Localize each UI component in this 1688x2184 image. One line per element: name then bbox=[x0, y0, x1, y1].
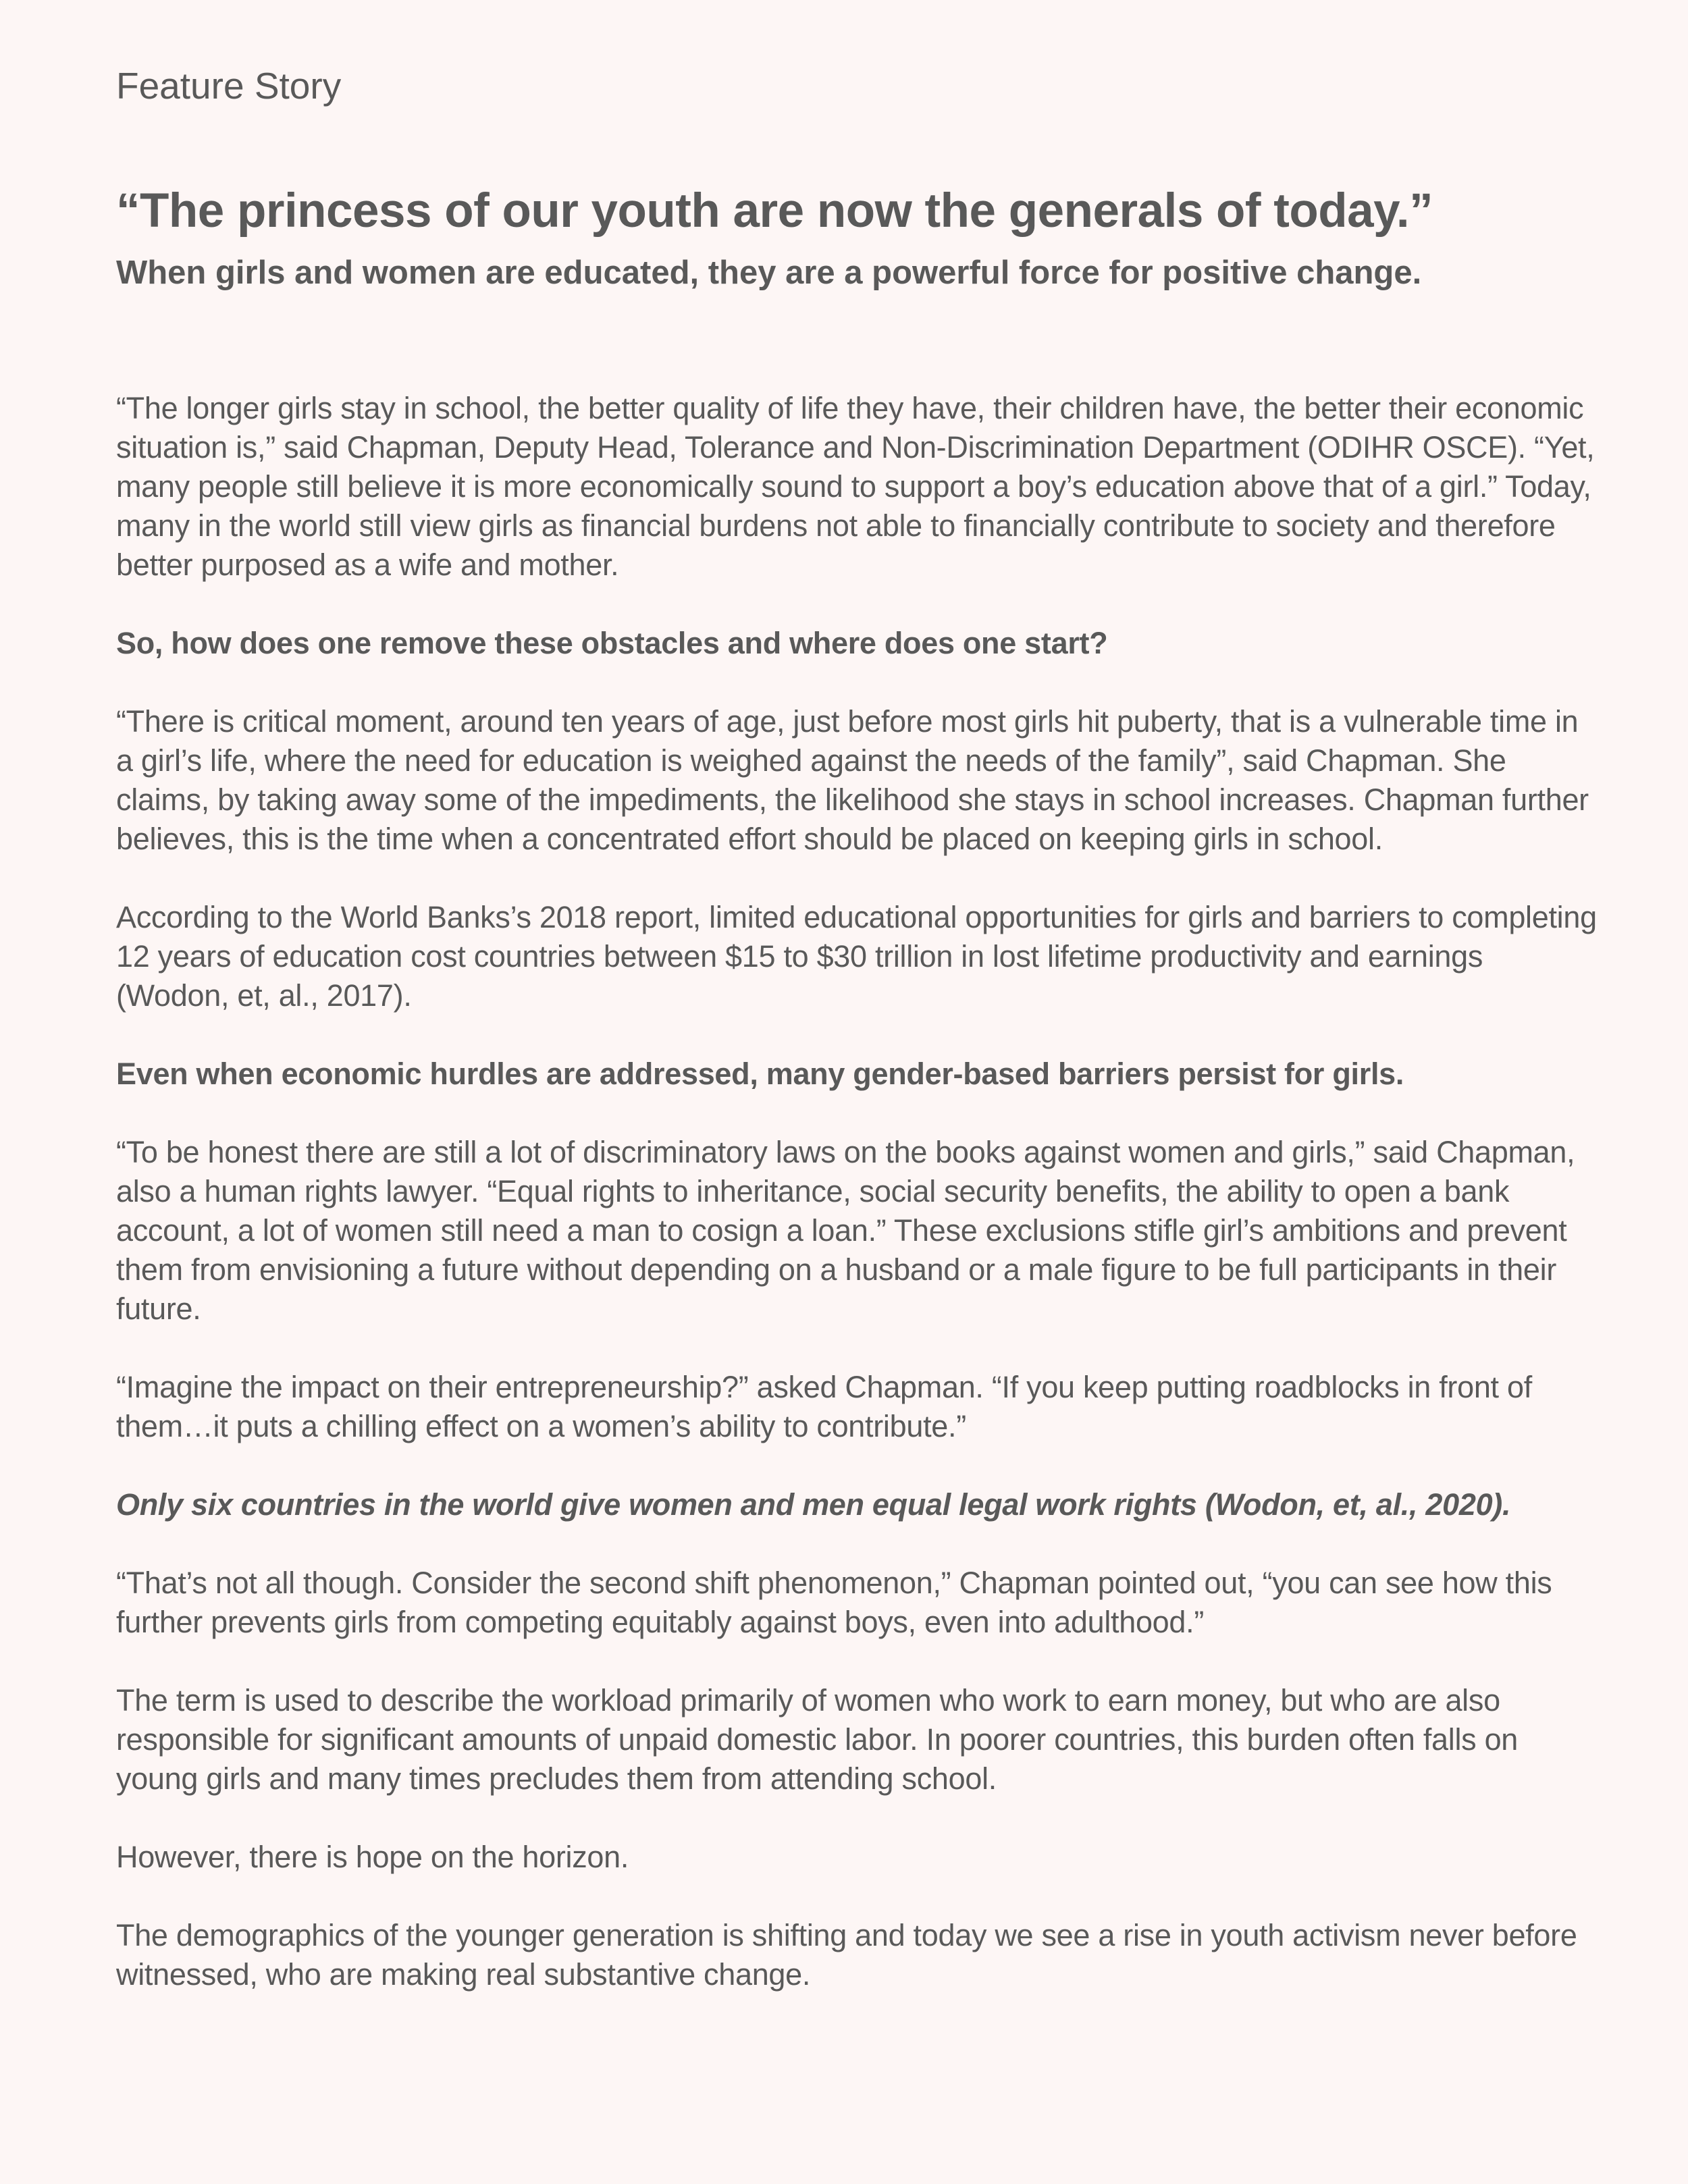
body-paragraph: According to the World Banks’s 2018 report, limited educational opportunities for girls and barriers to completing 12 years of education cost countries between $15 to $30 trillion in lost lifetime productivity and earnings (Wodon, et, al., 2017). bbox=[116, 900, 1597, 1013]
body-paragraph: “That’s not all though. Consider the second shift phenomenon,” Chapman pointed out, “you can see how this further prevents girls from competing equitably against boys, even into adulthood.” bbox=[116, 1566, 1552, 1639]
section-kicker: Feature Story bbox=[116, 65, 342, 107]
body-question-heading: So, how does one remove these obstacles and where does one start? bbox=[116, 626, 1108, 660]
article-headline: “The princess of our youth are now the generals of today.” bbox=[116, 184, 1433, 238]
body-callout-stat: Only six countries in the world give women and men equal legal work rights (Wodon, et, al., 2020). bbox=[116, 1487, 1511, 1522]
body-emphasis-heading: Even when economic hurdles are addressed, many gender-based barriers persist for girls. bbox=[116, 1057, 1404, 1091]
body-paragraph: “To be honest there are still a lot of discriminatory laws on the books against women and girls,” said Chapman, also a human rights lawyer. “Equal rights to inheritance, social security benefits, the ability to open a bank account, a lot of women still need a man to cosign a loan.” These exclusions stifle girl’s ambitions and prevent them from envisioning a future without depending on a husband or a male figure to be full participants in their future. bbox=[116, 1135, 1575, 1326]
article-subhead: When girls and women are educated, they are a powerful force for positive change. bbox=[116, 255, 1422, 291]
body-paragraph: “The longer girls stay in school, the better quality of life they have, their children have, the better their economic situation is,” said Chapman, Deputy Head, Tolerance and Non-Discrimination Department (ODIHR OSCE). “Yet, many people still believe it is more economically sound to support a boy’s education above that of a girl.” Today, many in the world still view girls as financial burdens not able to financially contribute to society and therefore better purposed as a wife and mother. bbox=[116, 391, 1595, 582]
body-paragraph: “Imagine the impact on their entrepreneurship?” asked Chapman. “If you keep putting roadblocks in front of them…it puts a chilling effect on a women’s ability to contribute.” bbox=[116, 1370, 1532, 1443]
body-paragraph: “There is critical moment, around ten years of age, just before most girls hit puberty, that is a vulnerable time in a girl’s life, where the need for education is weighed against the needs of the family”, said Chapman. She claims, by taking away some of the impediments, the likelihood she stays in school increases. Chapman further believes, this is the time when a concentrated effort should be placed on keeping girls in school. bbox=[116, 704, 1589, 856]
body-paragraph: The demographics of the younger generation is shifting and today we see a rise in youth activism never before witnessed, who are making real substantive change. bbox=[116, 1918, 1577, 1992]
article-body bbox=[116, 389, 1602, 2033]
body-paragraph: The term is used to describe the workload primarily of women who work to earn money, but who are also responsible for significant amounts of unpaid domestic labor. In poorer countries, this burden often falls on young girls and many times precludes them from attending school. bbox=[116, 1683, 1519, 1796]
body-paragraph: However, there is hope on the horizon. bbox=[116, 1840, 629, 1874]
